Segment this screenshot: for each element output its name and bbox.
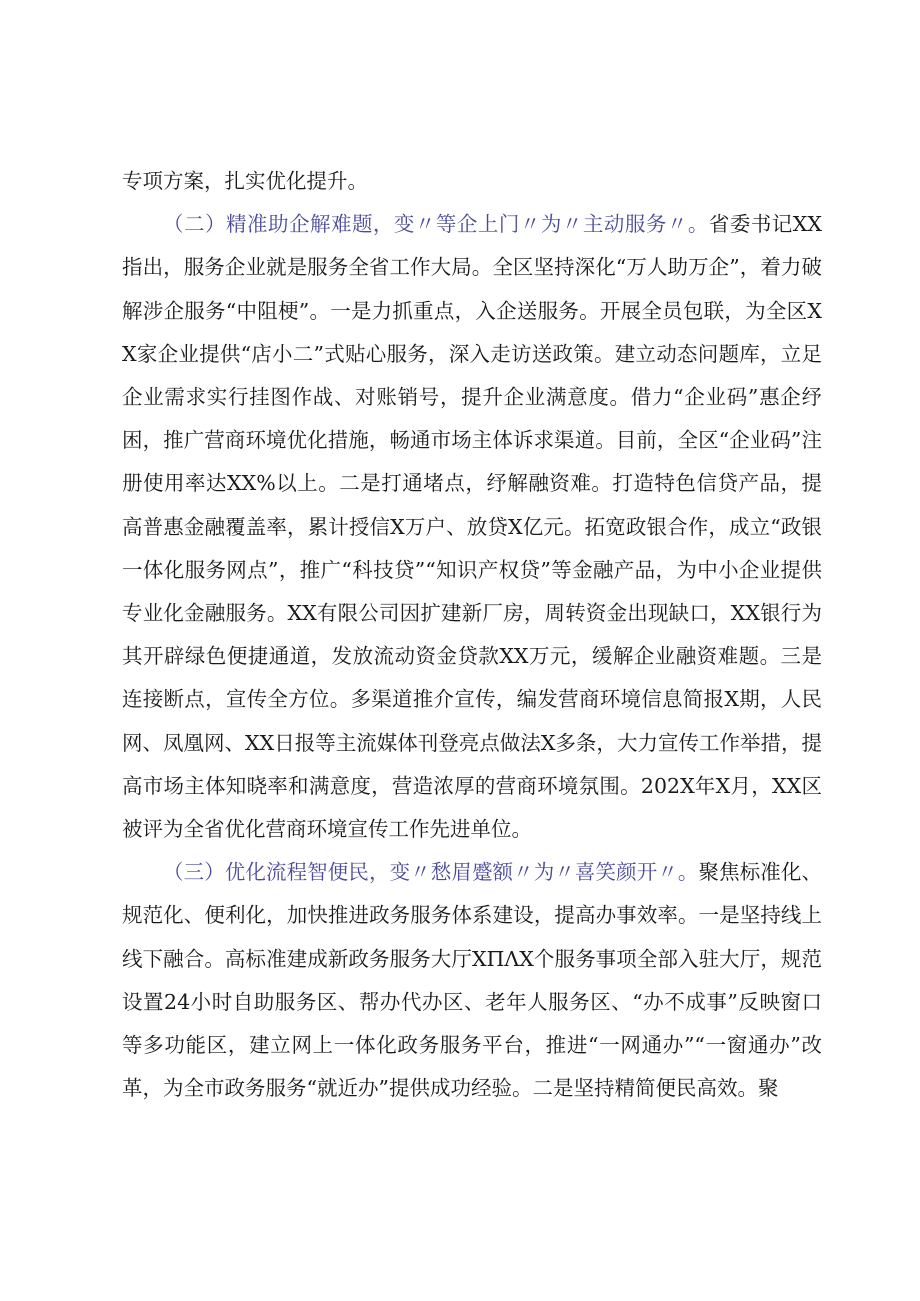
paragraph-text: 专项方案，扎实优化提升。	[122, 169, 368, 193]
document-body	[122, 160, 822, 1110]
paragraph-continuation	[122, 160, 822, 203]
section-heading: （三）优化流程智便民，变〃愁眉蹙额〃为〃喜笑颜开〃。	[163, 860, 699, 885]
section-heading: （二）精准助企解难题，变〃等企上门〃为〃主动服务〃。	[163, 212, 709, 237]
paragraph-text: 聚焦标准化、规范化、便利化，加快推进政务服务体系建设，提高办事效率。一是坚持线上线下融合。高标准建成新政务服务大厅XΠΛX个服务事项全部入驻大厅，规范设置24小时自助服务区、帮办代办区、老年人服务区、“办不成事”反映窗口等多功能区，建立网上一体化政务服务平台，推进“一网通办”“一窗通办”改革，为全市政务服务“就近办”提供成功经验。二是坚持精简便民高效。聚	[122, 860, 822, 1101]
paragraph-section-2	[122, 203, 822, 851]
paragraph-text: 省委书记XX指出，服务企业就是服务全省工作大局。全区坚持深化“万人助万企”，着力破解涉企服务“中阻梗”。一是力抓重点，入企送服务。开展全员包联，为全区XX家企业提供“店小二”式贴心服务，深入走访送政策。建立动态问题库，立足企业需求实行挂图作战、对账销号，提升企业满意度。借力“企业码”惠企纾困，推广营商环境优化措施，畅通市场主体诉求渠道。目前，全区“企业码”注册使用率达XX%以上。二是打通堵点，纾解融资难。打造特色信贷产品，提高普惠金融覆盖率，累计授信X万户、放贷X亿元。拓宽政银合作，成立“政银一体化服务网点”，推广“科技贷”“知识产权贷”等金融产品，为中小企业提供专业化金融服务。XX有限公司因扩建新厂房，周转资金出现缺口，XX银行为其开辟绿色便捷通道，发放流动资金贷款XX万元，缓解企业融资难题。三是连接断点，宣传全方位。多渠道推介宣传，编发营商环境信息简报X期，人民网、凤凰网、XX日报等主流媒体刊登亮点做法X多条，大力宣传工作举措，提高市场主体知晓率和满意度，营造浓厚的营商环境氛围。202X年X月，XX区被评为全省优化营商环境宣传工作先进单位。	[122, 212, 822, 842]
paragraph-section-3	[122, 851, 822, 1110]
